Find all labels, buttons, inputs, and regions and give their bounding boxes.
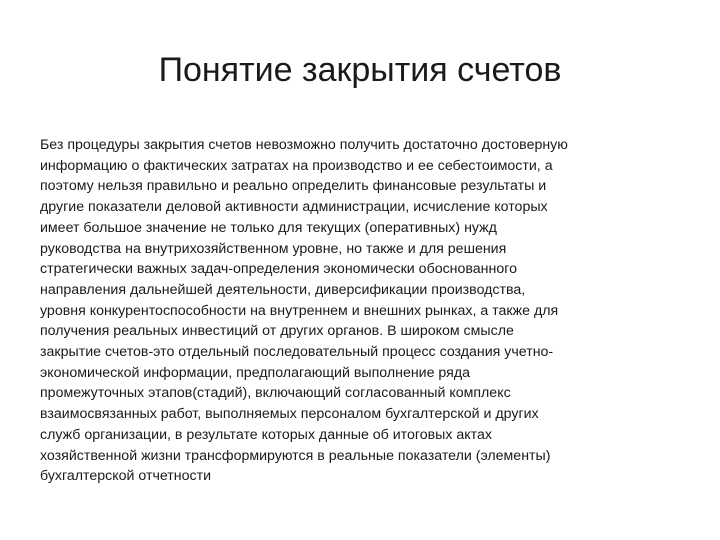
- body-line: служб организации, в результате которых данные об итоговых актах: [40, 426, 492, 443]
- body-line: закрытие счетов-это отдельный последовательный процесс создания учетно-: [40, 344, 554, 361]
- body-line: Без процедуры закрытия счетов невозможно получить достаточно достоверную: [40, 137, 568, 153]
- body-line: промежуточных этапов(стадий), включающий согласованный комплекс: [40, 385, 511, 402]
- body-line: экономической информации, предполагающий выполнение ряда: [40, 364, 471, 381]
- body-line: получения реальных инвестиций от других органов. В широком смысле: [40, 323, 514, 340]
- body-line: направления дальнейшей деятельности, диверсификации производства,: [40, 281, 526, 298]
- body-paragraph: [40, 135, 680, 487]
- body-line: хозяйственной жизни трансформируются в реальные показатели (элементы): [40, 447, 551, 464]
- body-line: стратегически важных задач-определения экономически обоснованного: [40, 261, 517, 278]
- body-line: бухгалтерской отчетности: [40, 468, 211, 485]
- body-line: информацию о фактических затратах на производство и ее себестоимости, а: [40, 157, 553, 174]
- body-line: имеет большое значение не только для текущих (оперативных) нужд: [40, 219, 497, 236]
- body-line: руководства на внутрихозяйственном уровне, но также и для решения: [40, 240, 507, 257]
- body-line: другие показатели деловой активности администрации, исчисление которых: [40, 199, 548, 216]
- body-line: уровня конкурентоспособности на внутреннем и внешних рынках, а также для: [40, 302, 559, 319]
- slide-title: Понятие закрытия счетов: [158, 51, 562, 89]
- body-line: поэтому нельзя правильно и реально определить финансовые результаты и: [40, 178, 547, 195]
- slide-body: [40, 135, 680, 487]
- body-line: взаимосвязанных работ, выполняемых персоналом бухгалтерской и других: [40, 406, 539, 423]
